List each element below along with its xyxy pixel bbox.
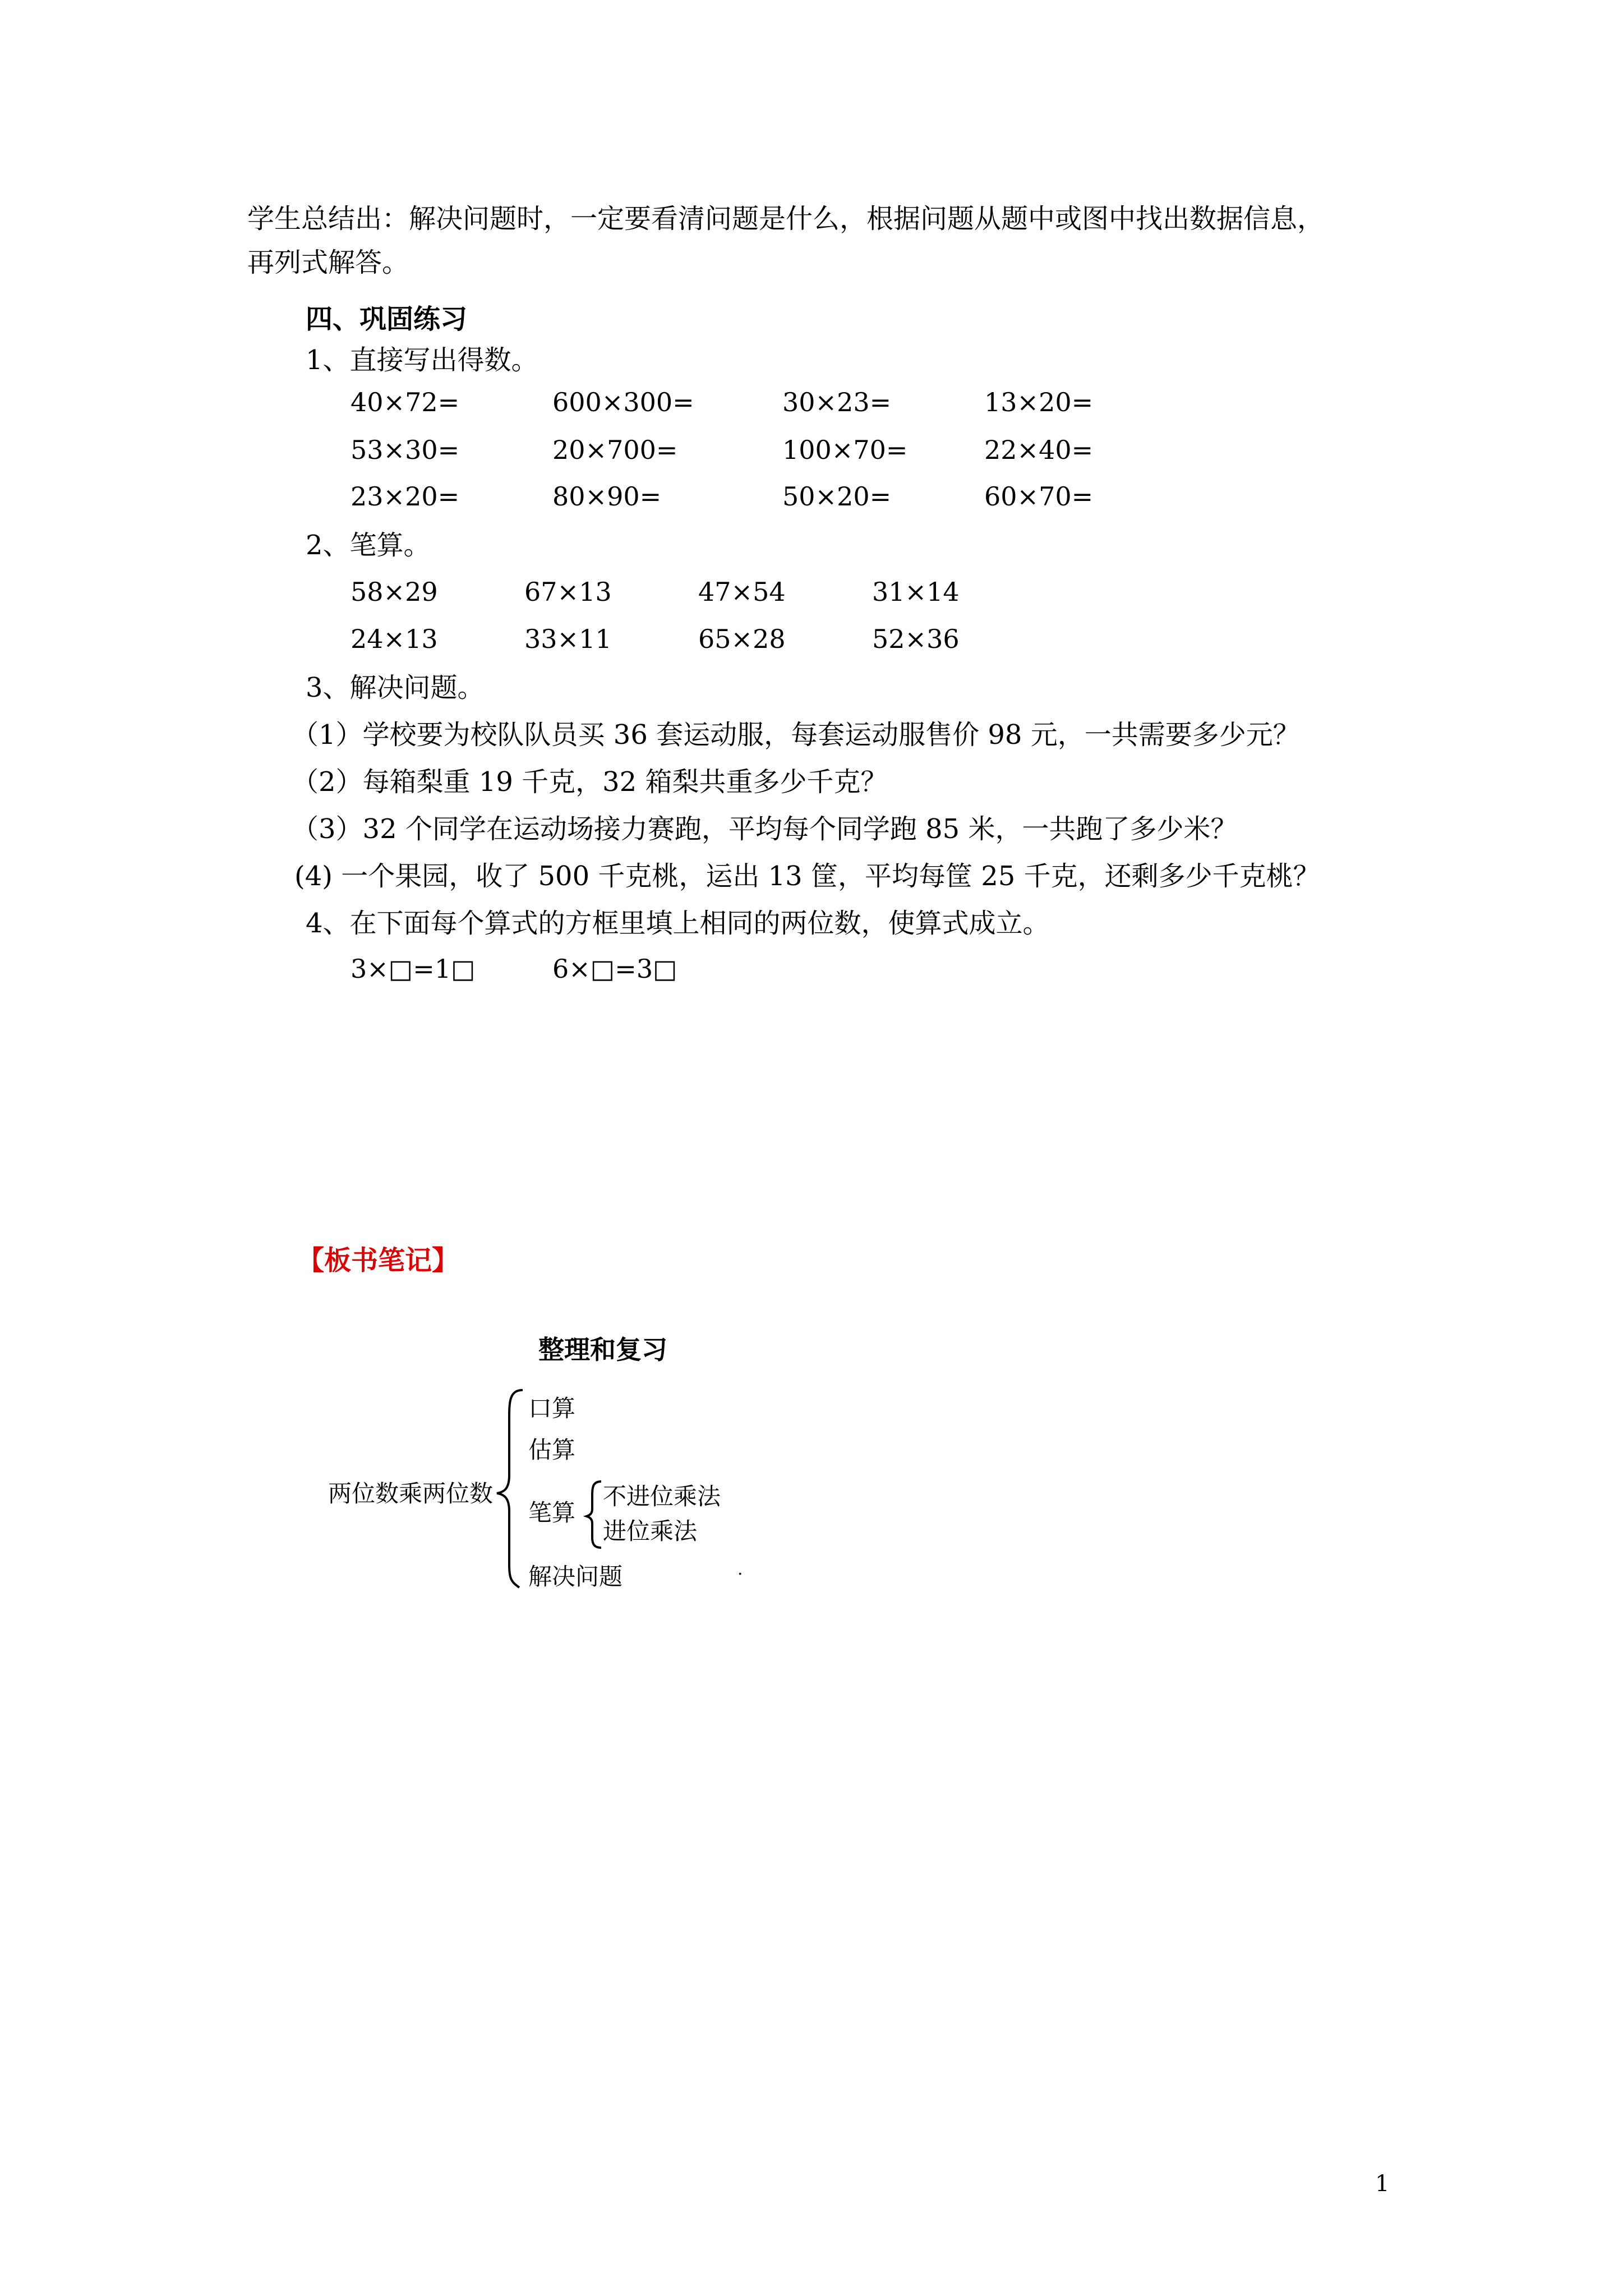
- equation-2: 6×□=3□: [552, 954, 677, 984]
- math-item: 30×23=: [782, 387, 892, 417]
- math-item: 22×40=: [984, 435, 1094, 465]
- equation-1: 3×□=1□: [351, 954, 476, 984]
- math-item: 47×54: [698, 577, 786, 607]
- math-item: 33×11: [524, 624, 612, 654]
- problem-item: （3）32 个同学在运动场接力赛跑，平均每个同学跑 85 米，一共跑了多少米？: [292, 813, 1238, 845]
- sub-brace: [583, 1478, 606, 1551]
- math-item: 50×20=: [782, 481, 892, 512]
- question-3-label: 3、解决问题。: [306, 672, 485, 703]
- question-1-label: 1、直接写出得数。: [306, 344, 538, 376]
- math-item: 20×700=: [552, 435, 678, 465]
- math-item: 24×13: [351, 624, 438, 654]
- summary-line-2: 再列式解答。: [247, 247, 409, 278]
- branch-mental: 口算: [528, 1395, 576, 1422]
- branch-solve: 解决问题: [528, 1563, 623, 1590]
- problem-item: （1）学校要为校队队员买 36 套运动服，每套运动服售价 98 元，一共需要多少元？: [292, 719, 1300, 751]
- diagram-root: 两位数乘两位数: [328, 1480, 494, 1507]
- problem-item: (4) 一个果园，收了 500 千克桃，运出 13 筐，平均每筐 25 千克，还剩多少千克桃？: [294, 861, 1320, 892]
- page-number: 1: [1375, 2171, 1390, 2197]
- math-item: 52×36: [872, 624, 960, 654]
- math-item: 80×90=: [552, 481, 662, 512]
- summary-line-1: 学生总结出：解决问题时，一定要看清问题是什么，根据问题从题中或图中找出数据信息，: [247, 203, 1325, 234]
- diagram-title: 整理和复习: [538, 1335, 667, 1365]
- question-2-label: 2、笔算。: [306, 530, 431, 561]
- sub-branch-carry: 进位乘法: [603, 1517, 698, 1545]
- sub-branch-no-carry: 不进位乘法: [603, 1483, 721, 1510]
- question-4-label: 4、在下面每个算式的方框里填上相同的两位数，使算式成立。: [306, 908, 1050, 939]
- notes-heading: 【板书笔记】: [297, 1245, 459, 1276]
- math-item: 40×72=: [351, 387, 460, 417]
- branch-written: 笔算: [528, 1499, 576, 1526]
- math-item: 58×29: [351, 577, 438, 607]
- math-item: 31×14: [872, 577, 960, 607]
- math-item: 23×20=: [351, 481, 460, 512]
- problem-item: （2）每箱梨重 19 千克，32 箱梨共重多少千克？: [292, 766, 888, 798]
- math-item: 60×70=: [984, 481, 1094, 512]
- math-item: 65×28: [698, 624, 786, 654]
- branch-estimate: 估算: [528, 1436, 576, 1464]
- stray-dot: .: [737, 1559, 743, 1579]
- math-item: 600×300=: [552, 387, 694, 417]
- math-item: 100×70=: [782, 435, 908, 465]
- math-item: 13×20=: [984, 387, 1094, 417]
- math-item: 53×30=: [351, 435, 460, 465]
- math-item: 67×13: [524, 577, 612, 607]
- section-title: 四、巩固练习: [306, 303, 468, 335]
